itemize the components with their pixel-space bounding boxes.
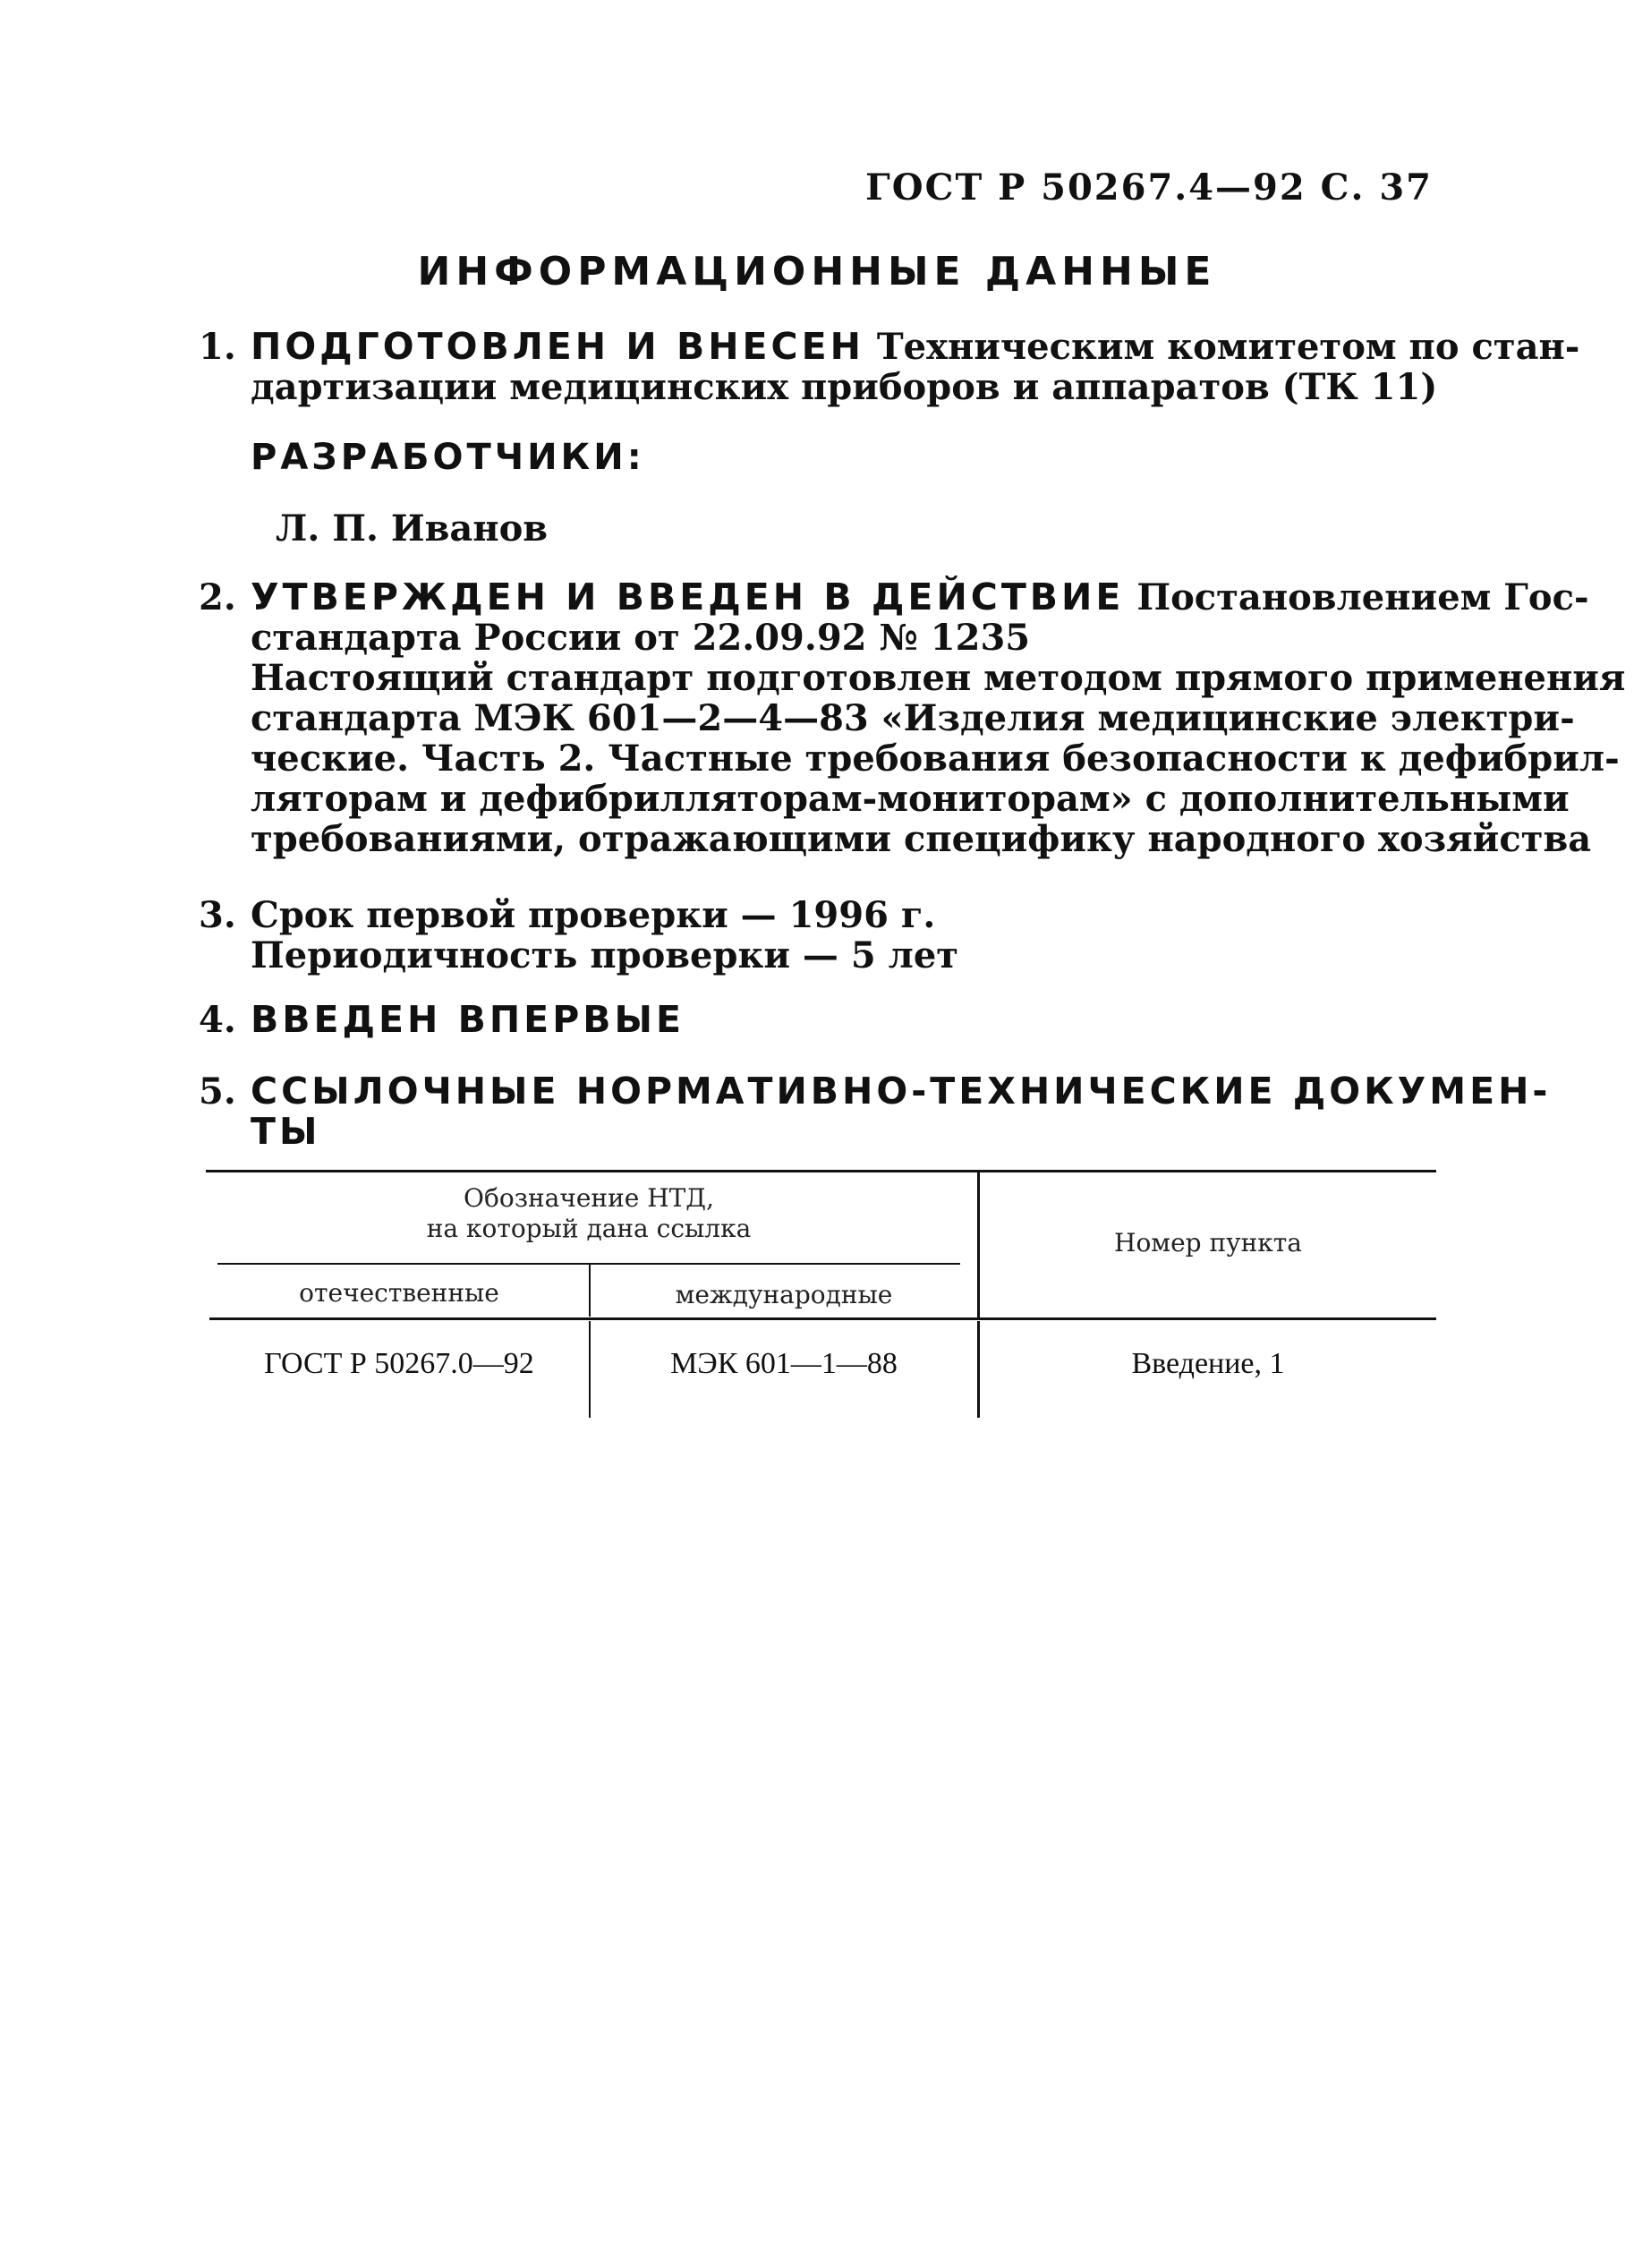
item-number: 1.: [199, 326, 236, 368]
table-cell-clause: Введение, 1: [1131, 1347, 1285, 1380]
table-header-bottom-rule: [209, 1317, 1436, 1320]
table-header-group-line-1: Обозначение НТД,: [464, 1183, 714, 1213]
table-col-domestic: отечественные: [299, 1278, 499, 1308]
item-2-line-1: [251, 576, 1589, 618]
item-2-lead: УТВЕРЖДЕН И ВВЕДЕН В ДЕЙСТВИЕ: [251, 576, 1125, 618]
item-2-line-1-rest: Постановлением Гос-: [1136, 576, 1589, 618]
item-3-line-2: Периодичность проверки — 5 лет: [251, 934, 959, 976]
table-cell-international: МЭК 601—1—88: [670, 1347, 898, 1380]
item-2-line-2: стандарта России от 22.09.92 № 1235: [251, 617, 1031, 659]
table-header-group-line-2: на который дана ссылка: [426, 1214, 752, 1243]
item-number: 3.: [199, 894, 236, 936]
developer-name: Л. П. Иванов: [276, 507, 549, 550]
developers-label: РАЗРАБОТЧИКИ:: [251, 437, 645, 478]
item-5-line-2: ТЫ: [251, 1110, 321, 1153]
item-2-line-3: Настоящий стандарт подготовлен методом прямого применения: [251, 657, 1626, 699]
item-2-line-7: требованиями, отражающими специфику народного хозяйства: [251, 818, 1592, 860]
item-1-lead: ПОДГОТОВЛЕН И ВНЕСЕН: [251, 325, 864, 368]
item-number: 5.: [199, 1070, 236, 1113]
item-4-line-1: ВВЕДЕН ВПЕРВЫЕ: [251, 998, 685, 1041]
item-number: 4.: [199, 999, 236, 1041]
item-2-line-4: стандарта МЭК 601—2—4—83 «Изделия медицинские электри-: [251, 697, 1575, 739]
item-1-line-2: дартизации медицинских приборов и аппаратов (ТК 11): [251, 366, 1438, 408]
item-2-line-6: ляторам и дефибрилляторам-мониторам» с дополнительными: [251, 778, 1570, 820]
table-top-rule: [206, 1170, 1436, 1172]
item-3-line-1: Срок первой проверки — 1996 г.: [251, 894, 936, 936]
page-title: ИНФОРМАЦИОННЫЕ ДАННЫЕ: [417, 249, 1217, 294]
table-cell-domestic: ГОСТ Р 50267.0—92: [264, 1347, 534, 1380]
item-1-line-1: [251, 325, 1580, 368]
table-col-clause: Номер пункта: [1114, 1228, 1302, 1258]
table-col-international: международные: [675, 1280, 893, 1309]
item-2-line-5: ческие. Часть 2. Частные требования безопасности к дефибрил-: [251, 738, 1620, 780]
item-5-line-1: ССЫЛОЧНЫЕ НОРМАТИВНО-ТЕХНИЧЕСКИЕ ДОКУМЕН-: [251, 1070, 1552, 1113]
document-header: ГОСТ Р 50267.4—92 С. 37: [865, 166, 1433, 209]
item-1-line-1-rest: Техническим комитетом по стан-: [876, 326, 1580, 368]
item-number: 2.: [199, 576, 236, 618]
